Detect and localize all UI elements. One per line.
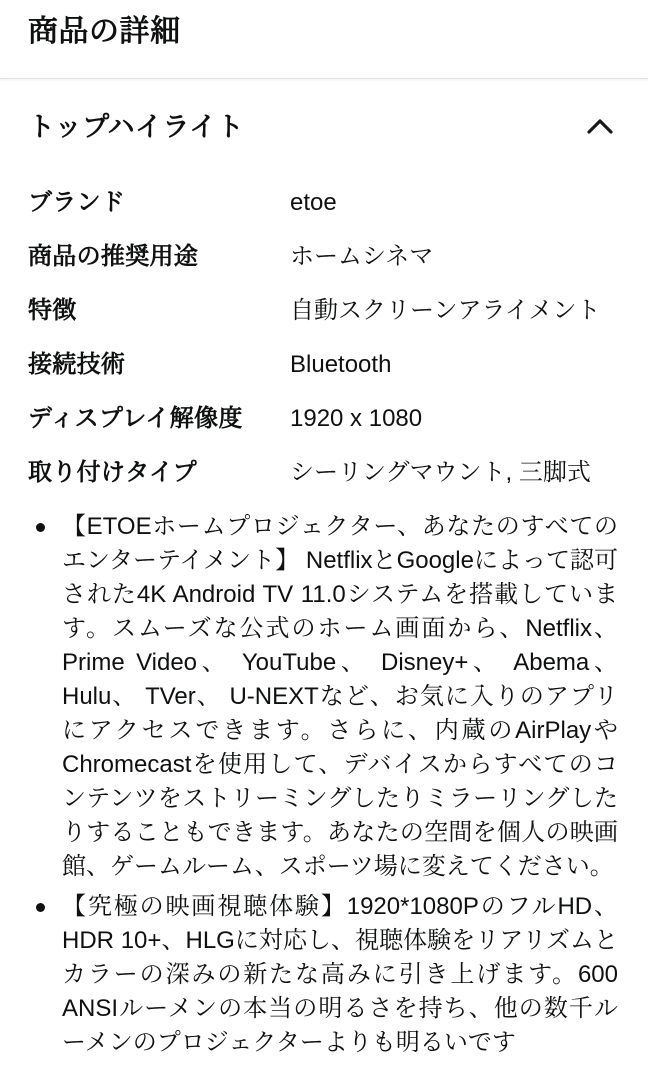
spec-value: etoe xyxy=(290,189,337,216)
feature-bullet-entertainment xyxy=(28,510,618,884)
spec-row-brand xyxy=(28,186,618,219)
bullet-dot-icon xyxy=(36,903,45,912)
top-highlights-title: トップハイライト xyxy=(28,112,245,142)
spec-label: 接続技術 xyxy=(28,351,126,378)
spec-label: 特徴 xyxy=(28,297,77,324)
spec-value: 1920 x 1080 xyxy=(290,405,423,432)
bullet-dot-icon xyxy=(36,523,45,532)
spec-row-recommended-use xyxy=(28,240,618,273)
spec-label: ブランド xyxy=(28,189,126,216)
spec-row-mounting-type xyxy=(28,456,618,489)
spec-value: Bluetooth xyxy=(290,351,392,378)
feature-bullet-text: 【究極の映画視聴体験】1920*1080PのフルHD、HDR 10+、HLGに対応し、視聴体験をリアリズムとカラーの深みの新たな高みに引き上げます。600 ANSIルーメンの本当の明るさを持ち、他の数千ルーメンのプロジェクターよりも明るいです xyxy=(62,893,618,1056)
spec-value: シーリングマウント, 三脚式 xyxy=(290,459,591,486)
spec-label: 商品の推奨用途 xyxy=(28,243,199,270)
spec-label: ディスプレイ解像度 xyxy=(28,405,243,432)
spec-value: 自動スクリーンアライメント xyxy=(290,297,601,324)
spec-row-feature xyxy=(28,294,618,327)
feature-bullet-viewing-experience xyxy=(28,890,618,1060)
spec-table xyxy=(28,186,618,489)
feature-bullet-text: 【ETOEホームプロジェクター、あなたのすべてのエンターテイメント】 NetflixとGoogleによって認可された4K Android TV 11.0システムを搭載しています。スムーズな公式のホーム画面から、Netflix、 Prime Video、 YouTube、 Disney+、 Abema、 Hulu、 TVer、 U-NEXTなど、お気に入りのアプリにアクセスできます。さらに、内蔵のAirPlayやChromecastを使用して、デバイスからすべてのコンテンツをストリーミングしたりミラーリングしたりすることもできます。あなたの空間を個人の映画館、ゲームルーム、スポーツ場に変えてください。 xyxy=(62,513,618,880)
top-highlights-accordion-header[interactable] xyxy=(28,110,618,144)
chevron-up-icon[interactable] xyxy=(584,114,616,140)
spec-label: 取り付けタイプ xyxy=(28,459,197,486)
spec-row-display-resolution xyxy=(28,402,618,435)
section-divider xyxy=(0,78,648,79)
spec-value: ホームシネマ xyxy=(290,243,434,270)
feature-bullet-list xyxy=(28,510,618,1060)
page-title: 商品の詳細 xyxy=(28,15,181,48)
spec-row-connectivity xyxy=(28,348,618,381)
